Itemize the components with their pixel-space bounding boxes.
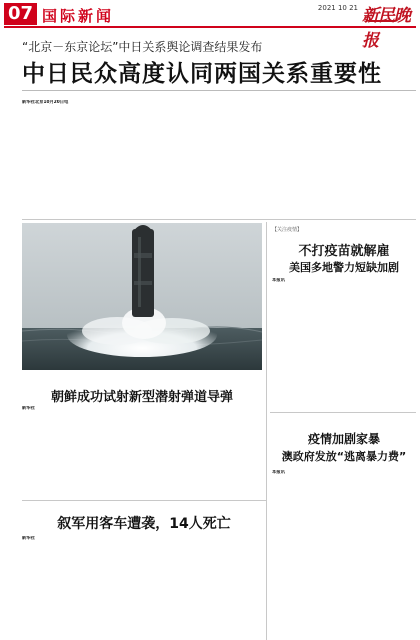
section-divider [270,412,416,413]
police-byline: 本报讯 [272,278,285,283]
issue-date: 2021 10 21 [317,4,358,12]
lead-body-column [22,100,94,218]
bus-headline: 叙军用客车遭袭，14人死亡 [57,516,231,532]
protest-subheadline: 澳政府发放“逃离暴力费” [281,450,407,463]
protest-headline: 疫情加剧家暴 [307,432,380,446]
protest-body-column [346,470,416,636]
missile-body-column [104,406,180,494]
lead-rule [22,90,416,91]
logo-swoosh-icon [364,16,400,22]
bus-byline: 新华社 [22,536,35,541]
bus-body-column [118,536,164,636]
lead-kicker: “北京－东京论坛”中日关系舆论调查结果发布 [22,40,263,54]
bus-body-column [22,536,66,636]
police-body-column [272,278,342,406]
lead-body-column [326,100,416,218]
missile-body-column [22,406,98,494]
protest-byline: 本报讯 [272,470,285,475]
column-divider [266,222,267,640]
protest-body-column [272,470,342,636]
police-headline: 不打疫苗就解雇 [298,244,390,259]
newspaper-logo [362,1,416,51]
topic-tag: 【关注疫情】 [272,227,303,233]
police-body-column [346,278,416,406]
bus-body-column [168,536,214,636]
lead-byline: 新华社北京10月20日电 [22,100,69,105]
lead-headline: 中日民众高度认同两国关系重要性 [22,61,382,87]
header-rule [4,26,416,28]
bus-body-column [70,536,114,636]
lead-body-column [98,100,170,218]
missile-headline: 朝鲜成功试射新型潜射弹道导弹 [50,390,233,405]
section-divider [22,500,266,501]
lead-body-column [250,100,322,218]
missile-byline: 新华社 [22,406,35,411]
page-number: 07 [4,3,37,25]
police-subheadline: 美国多地警力短缺加剧 [289,261,399,274]
section-divider [22,219,416,220]
missile-launch-image [22,223,262,370]
logo-text: 新民晚报 [362,6,410,51]
bus-body-column [218,536,264,636]
missile-body-column [186,406,262,494]
missile-launch-photo [22,223,262,370]
section-title: 国际新闻 [42,7,115,25]
lead-body-column [174,100,246,218]
